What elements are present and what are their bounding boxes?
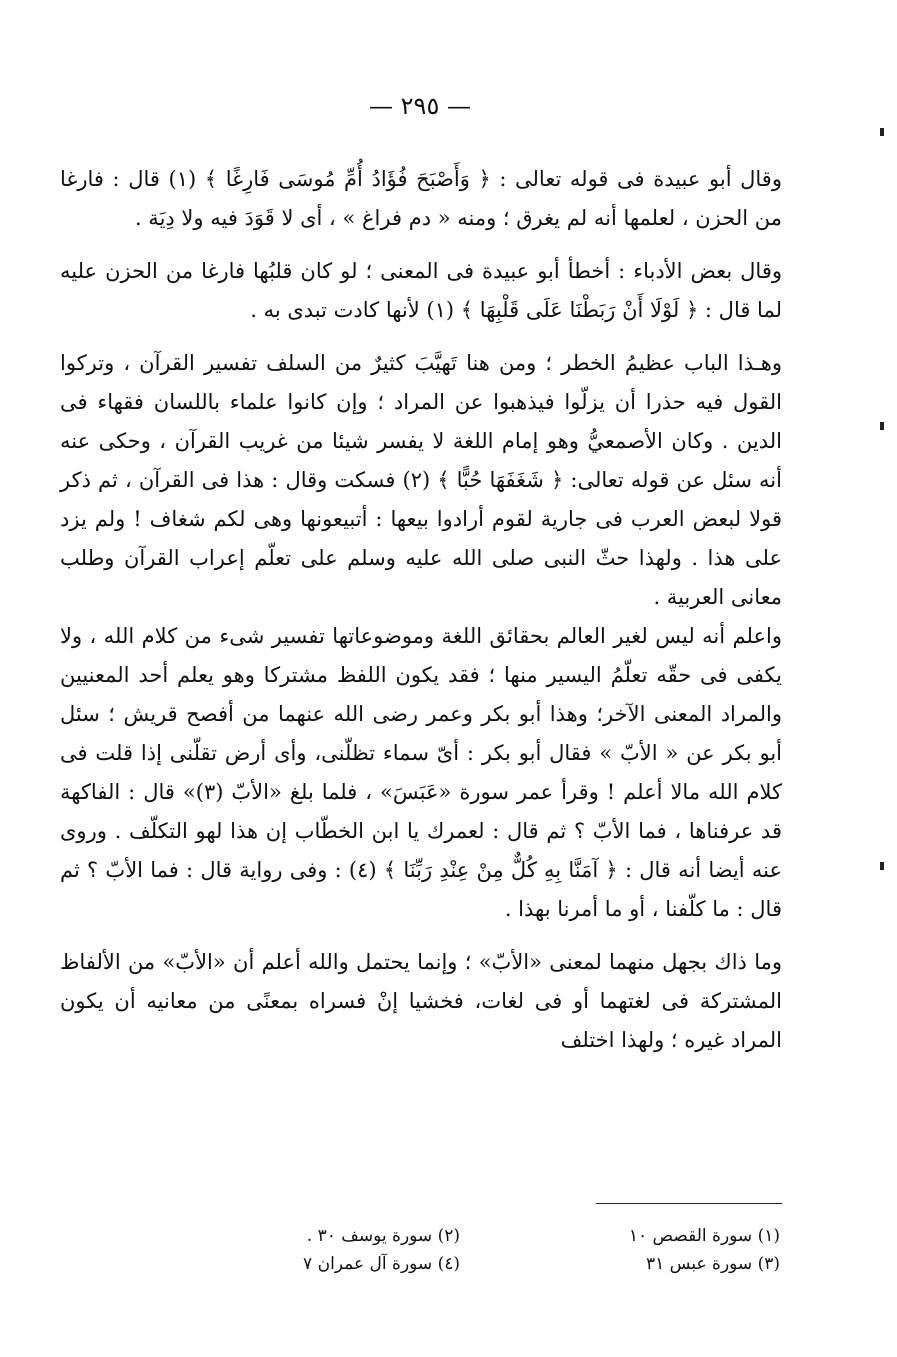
main-text: [60, 160, 782, 1074]
paragraph-2: وقال بعض الأدباء : أخطأ أبو عبيدة فى المعنى ؛ لو كان قلبُها فارغا من الحزن عليه لما قال : ﴿ لَوْلَا أَنْ رَبَطْنَا عَلَى قَلْبِهَا ﴾ (١) لأنها كادت تبدى به .: [60, 259, 782, 322]
footnote-3: (٣) سورة عبس ٣١: [646, 1254, 780, 1274]
footnote-separator: [596, 1203, 782, 1204]
margin-mark: [880, 422, 884, 430]
paragraph-1: وقال أبو عبيدة فى قوله تعالى : ﴿ وَأَصْبَحَ فُؤَادُ أُمِّ مُوسَى فَارِغًا ﴾ (١) قال : فارغا من الحزن ، لعلمها أنه لم يغرق ؛ ومنه « دم فراغ » ، أى لا قَوَدَ فيه ولا دِيَة .: [60, 167, 782, 230]
footnote-row: [200, 1250, 780, 1278]
page-number: — ٢٩٥ —: [369, 92, 471, 120]
footnote-row: [200, 1222, 780, 1250]
footnote-2: (٢) سورة يوسف ٣٠ .: [306, 1226, 460, 1246]
footnotes: [200, 1222, 780, 1278]
margin-mark: [880, 128, 884, 136]
paragraph-3: وهـذا الباب عظيمُ الخطر ؛ ومن هنا تَهيَّبَ كثيرٌ من السلف تفسير القرآن ، وتركوا القول فيه حذرا أن يزلّوا فيذهبوا عن المراد ؛ وإن كانوا علماء باللسان فقهاء فى الدين . وكان الأصمعيُّ وهو إمام اللغة لا يفسر شيئا من غريب القرآن ، وحكى عنه أنه سئل عن قوله تعالى: ﴿ شَغَفَهَا حُبًّا ﴾ (٢) فسكت وقال : هذا فى القرآن ، ثم ذكر قولا لبعض العرب فى جارية لقوم أرادوا بيعها : أتبيعونها وهى لكم شغاف ! ولم يزد على هذا . ولهذا حثّ النبى صلى الله عليه وسلم على تعلّم إعراب القرآن وطلب معانى العربية .: [60, 351, 782, 609]
paragraph-4: واعلم أنه ليس لغير العالم بحقائق اللغة وموضوعاتها تفسير شىء من كلام الله ، ولا يكفى فى حقّه تعلّمُ اليسير منها ؛ فقد يكون اللفظ مشتركا وهو يعلم أحد المعنيين والمراد المعنى الآخر؛ وهذا أبو بكر وعمر رضى الله عنهما من أفصح قريش ؛ سئل أبو بكر عن « الأبّ » فقال أبو بكر : أىّ سماء تظلّنى، وأى أرض تقلّنى إذا قلت فى كلام الله مالا أعلم ! وقرأ عمر سورة «عَبَسَ» ، فلما بلغ «الأبّ (٣)» قال : الفاكهة قد عرفناها ، فما الأبّ ؟ ثم قال : لعمرك يا ابن الخطّاب إن هذا لهو التكلّف . وروى عنه أيضا أنه قال : ﴿ آمَنَّا بِهِ كُلٌّ مِنْ عِنْدِ رَبِّنَا ﴾ (٤) : وفى رواية قال : فما الأبّ ؟ ثم قال : ما كلّفنا ، أو ما أمرنا بهذا .: [60, 624, 783, 921]
margin-mark: [880, 862, 884, 870]
paragraph-5: وما ذاك بجهل منهما لمعنى «الأبّ» ؛ وإنما يحتمل والله أعلم أن «الأبّ» من الألفاظ المشتركة فى لغتهما أو فى لغات، فخشيا إنْ فسراه بمعنًى من معانيه أن يكون المراد غيره ؛ ولهذا اختلف: [60, 950, 782, 1052]
footnote-1: (١) سورة القصص ١٠: [628, 1226, 780, 1246]
footnote-4: (٤) سورة آل عمران ٧: [303, 1254, 460, 1274]
